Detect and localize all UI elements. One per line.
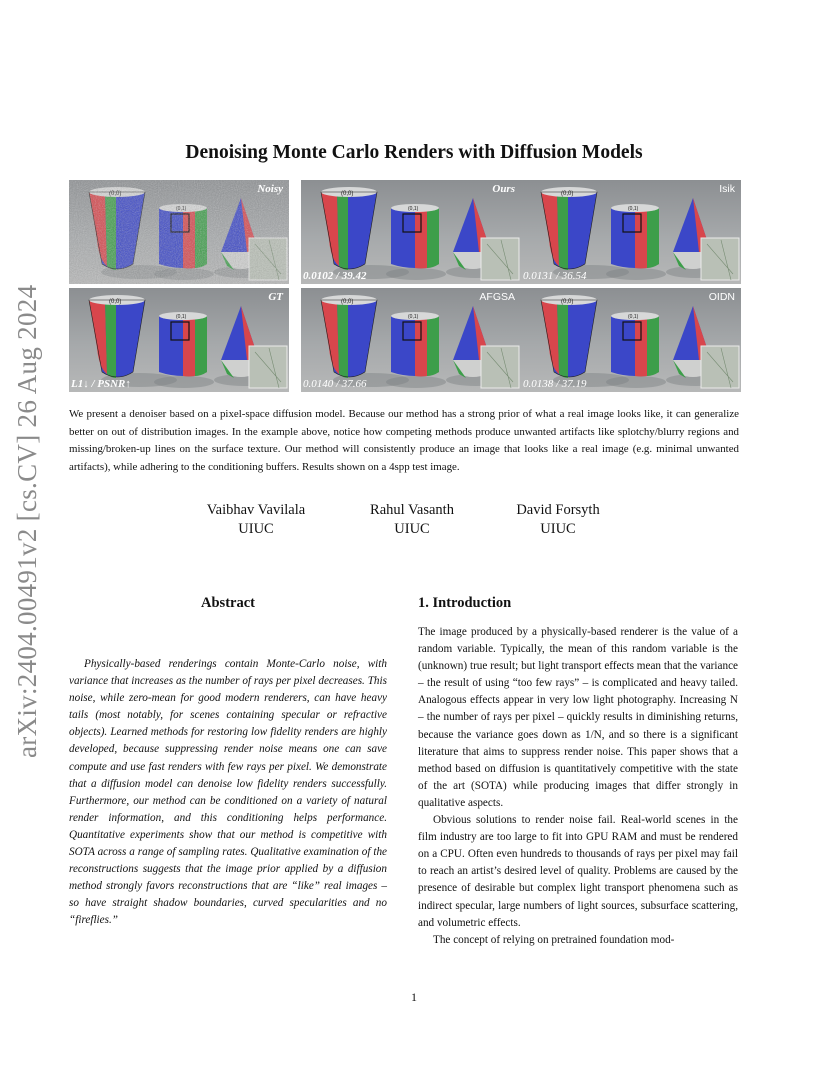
panel-metric-legend: L1↓ / PSNR↑: [71, 378, 131, 390]
panel-label: OIDN: [708, 291, 735, 303]
intro-paragraph: The concept of relying on pretrained foundation mod-: [433, 933, 675, 946]
author-block: [181, 501, 331, 539]
panel-label: Noisy: [257, 183, 283, 195]
panel-label: GT: [268, 291, 283, 303]
panel-noisy: [69, 180, 289, 284]
intro-heading: 1. Introduction: [418, 595, 512, 611]
author-affiliation: UIUC: [394, 521, 430, 537]
panel-afgsa: [301, 288, 521, 392]
panel-label: AFGSA: [479, 291, 515, 303]
panel-oidn: [521, 288, 741, 392]
author-affiliation: UIUC: [540, 521, 576, 537]
abstract-body: [69, 656, 387, 930]
intro-paragraph: The image produced by a physically-based renderer is the value of a random variable. Typically, the mean of this random variable is the (unknown) true result; but light transport effects mean that the variance – the result of using “too few rays” – is complicated and heavy tailed. Analogous effects appear in very low light photography. Increasing N – the number of rays per pixel – quickly results in diminishing returns, because the variance goes down as 1/N, and so there is a significant literature that aims to suppress render noise. This paper shows that a method based on diffusion is quantitatively competitive with the state of the art (SOTA) while producing images that differ strongly in qualitative aspects.: [418, 626, 738, 809]
intro-paragraph: Obvious solutions to render noise fail. Real-world scenes in the film industry are too large to fit into GPU RAM and must be rendered on a CPU. Often even hundreds to thousands of rays per pixel may fail to reach an artist’s desired level of quality. Problems are caused by the presence of desirable but complex light transport phenomena such as indirect specular, large numbers of light sources, subsurface scattering, and volumetric effects.: [418, 814, 738, 929]
author-block: [483, 501, 633, 539]
panel-label: Isik: [719, 183, 735, 195]
paper-title: Denoising Monte Carlo Renders with Diffusion Models: [185, 142, 643, 163]
panel-ours: [301, 180, 521, 284]
panel-label: Ours: [492, 183, 515, 195]
abstract-heading: Abstract: [201, 595, 255, 611]
panel-isik: [521, 180, 741, 284]
abstract-text: Physically-based renderings contain Monte-Carlo noise, with variance that increases as the number of rays per pixel decreases. This noise, while zero-mean for good modern renderers, can have heavy tails (most notably, for scenes containing specular or refractive objects). Learned methods for restoring low fidelity renders are highly developed, because suppressing render noise means one can save compute and use fast renders with few rays per pixel. We demonstrate that a diffusion model can denoise low fidelity renders successfully. Furthermore, our method can be conditioned on a variety of natural render information, and this conditioning helps performance. Quantitative experiments show that our method is competitive with SOTA across a range of sampling rates. Qualitative examination of the reconstructions suggests that the image prior applied by a diffusion method strongly favors reconstructions that are “like” real images – so have straight shadow boundaries, curved specularities and no “fireflies.”: [69, 658, 387, 927]
panel-gt: [69, 288, 289, 392]
panel-metric: 0.0131 / 36.54: [523, 270, 587, 282]
panel-metric: 0.0140 / 37.66: [303, 378, 367, 390]
panel-metric: 0.0102 / 39.42: [303, 270, 367, 282]
page-number: 1: [411, 990, 417, 1004]
teaser-figure: [69, 180, 737, 395]
author-name: Rahul Vasanth: [370, 502, 454, 518]
intro-body: [418, 624, 738, 949]
arxiv-side-stamp: arXiv:2404.00491v2 [cs.CV] 26 Aug 2024: [12, 284, 42, 758]
author-affiliation: UIUC: [238, 521, 274, 537]
figure-caption: We present a denoiser based on a pixel-space diffusion model. Because our method has a strong prior of what a real image looks like, it can generalize better on out of distribution images. In the example above, notice how competing methods produce unwanted artifacts like splotchy/blurry regions and missing/broken-up lines on the surface texture. Our method will consistently produce an image that looks like a real image (e.g. minimal unwanted artifacts), while adhering to the conditioning buffers. Results shown on a 4spp test image.: [69, 408, 739, 473]
panel-metric: 0.0138 / 37.19: [523, 378, 587, 390]
author-name: David Forsyth: [516, 502, 600, 518]
author-name: Vaibhav Vavilala: [206, 502, 306, 518]
author-block: [337, 501, 487, 539]
